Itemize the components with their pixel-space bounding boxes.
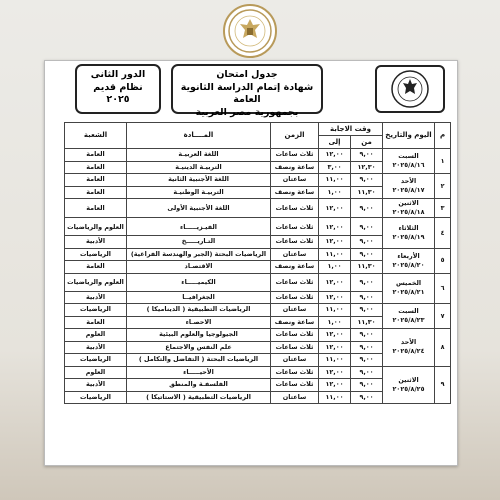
table-body xyxy=(65,149,451,404)
exam-date: ٢٠٢٥/٨/١٩ xyxy=(392,232,425,241)
day-name: الاثنين xyxy=(398,375,419,384)
table-row xyxy=(65,248,451,261)
to-time-cell: ١٢,٠٠ xyxy=(319,149,351,162)
from-time-cell: ٩,٠٠ xyxy=(351,329,383,342)
duration-cell: ساعتان xyxy=(271,391,319,404)
subject-cell: التـاريـــــخ xyxy=(127,236,271,249)
subject-cell: الكيميـــــاء xyxy=(127,273,271,291)
from-time-cell: ٩,٠٠ xyxy=(351,341,383,354)
subject-cell: اللغة الأجنبية الأولى xyxy=(127,199,271,218)
day-date-cell xyxy=(383,366,435,404)
duration-cell: ثلاث ساعات xyxy=(271,329,319,342)
exam-schedule-table xyxy=(64,122,451,404)
subject-cell: الرياضيات البحتة (الجبر والهندسة الفراغية) xyxy=(127,248,271,261)
duration-cell: ساعة ونصف xyxy=(271,261,319,274)
to-time-cell: ١١,٠٠ xyxy=(319,248,351,261)
day-date-cell xyxy=(383,199,435,218)
from-time-cell: ٩,٠٠ xyxy=(351,354,383,367)
eagle-emblem-icon xyxy=(227,8,273,54)
col-duration-header: الزمن xyxy=(271,123,319,149)
day-name: الأربعاء xyxy=(397,251,420,260)
branch-cell: العامة xyxy=(65,174,127,187)
subject-cell: الرياضيات التطبيقية ( الاستاتيكا ) xyxy=(127,391,271,404)
to-time-cell: ٣,٠٠ xyxy=(319,161,351,174)
ministry-seal-icon xyxy=(379,69,441,109)
table-row xyxy=(65,199,451,218)
title-line-1: جدول امتحان xyxy=(216,69,278,80)
exam-date: ٢٠٢٥/٨/١٨ xyxy=(392,208,425,216)
to-time-cell: ١٢,٠٠ xyxy=(319,379,351,392)
branch-cell: العامة xyxy=(65,161,127,174)
from-time-cell: ١١,٣٠ xyxy=(351,186,383,199)
day-date-cell xyxy=(383,329,435,367)
exam-date: ٢٠٢٥/٨/٢٠ xyxy=(392,260,425,269)
branch-cell: الرياضيات xyxy=(65,391,127,404)
row-number-cell: ٩ xyxy=(435,366,451,404)
row-number-cell: ٦ xyxy=(435,273,451,304)
duration-cell: ثلاث ساعات xyxy=(271,273,319,291)
duration-cell: ثلاث ساعات xyxy=(271,341,319,354)
ministry-logo-top xyxy=(223,4,277,58)
day-name: الخميس xyxy=(395,279,422,288)
row-number-cell: ٧ xyxy=(435,304,451,329)
branch-cell: العلوم والرياضيات xyxy=(65,273,127,291)
day-date-cell xyxy=(383,304,435,329)
ministry-seal xyxy=(375,65,445,113)
duration-cell: ساعة ونصف xyxy=(271,316,319,329)
row-number-cell: ١ xyxy=(435,149,451,174)
table-row xyxy=(65,366,451,379)
from-time-cell: ١١,٣٠ xyxy=(351,316,383,329)
subject-cell: اللغة الأجنبية الثانية xyxy=(127,174,271,187)
to-time-cell: ١١,٠٠ xyxy=(319,304,351,317)
row-number-cell: ٥ xyxy=(435,248,451,273)
duration-cell: ساعتان xyxy=(271,304,319,317)
to-time-cell: ١,٠٠ xyxy=(319,261,351,274)
table-row xyxy=(65,174,451,187)
branch-cell: الرياضيات xyxy=(65,354,127,367)
from-time-cell: ٩,٠٠ xyxy=(351,291,383,304)
from-time-cell: ٩,٠٠ xyxy=(351,366,383,379)
to-time-cell: ١٢,٠٠ xyxy=(319,273,351,291)
from-time-cell: ٩,٠٠ xyxy=(351,391,383,404)
table-row xyxy=(65,149,451,162)
duration-cell: ثلاث ساعات xyxy=(271,236,319,249)
round-line-3: ٢٠٢٥ xyxy=(106,94,130,105)
subject-cell: الاحصـاء xyxy=(127,316,271,329)
document-header xyxy=(45,61,457,116)
to-time-cell: ١١,٠٠ xyxy=(319,391,351,404)
subject-cell: التربيـة الدينيـة xyxy=(127,161,271,174)
day-name: الأحد xyxy=(400,177,417,185)
col-subject-header: المــــادة xyxy=(127,123,271,149)
to-time-cell: ١٢,٠٠ xyxy=(319,199,351,218)
subject-cell: الرياضيات التطبيقية ( الديناميكا ) xyxy=(127,304,271,317)
col-branch-header: الشعبة xyxy=(65,123,127,149)
subject-cell: اللغة العربيـة xyxy=(127,149,271,162)
branch-cell: العامة xyxy=(65,149,127,162)
col-time-header: وقت الاجابة xyxy=(319,123,383,136)
to-time-cell: ١,٠٠ xyxy=(319,316,351,329)
from-time-cell: ٩,٠٠ xyxy=(351,236,383,249)
duration-cell: ساعتان xyxy=(271,248,319,261)
subject-cell: الرياضيات البحتة ( التفاضل والتكامل ) xyxy=(127,354,271,367)
to-time-cell: ١٢,٠٠ xyxy=(319,291,351,304)
duration-cell: ساعة ونصف xyxy=(271,186,319,199)
day-date-cell xyxy=(383,218,435,249)
table-row xyxy=(65,304,451,317)
branch-cell: العامة xyxy=(65,261,127,274)
duration-cell: ثلاث ساعات xyxy=(271,291,319,304)
from-time-cell: ٩,٠٠ xyxy=(351,199,383,218)
subject-cell: التربيـة الوطنيـة xyxy=(127,186,271,199)
duration-cell: ساعة ونصف xyxy=(271,161,319,174)
day-date-cell xyxy=(383,273,435,304)
from-time-cell: ١٢,٣٠ xyxy=(351,161,383,174)
title-line-2: شهادة إتمام الدراسة الثانوية العامة xyxy=(180,81,314,105)
day-name: السبت xyxy=(398,307,419,315)
table-row xyxy=(65,329,451,342)
row-number-cell: ٨ xyxy=(435,329,451,367)
from-time-cell: ٩,٠٠ xyxy=(351,174,383,187)
col-to-header: إلى xyxy=(319,136,351,149)
table-header-row xyxy=(65,123,451,136)
exam-date: ٢٠٢٥/٨/٢٥ xyxy=(392,384,425,393)
branch-cell: العلوم والرياضيات xyxy=(65,218,127,236)
exam-date: ٢٠٢٥/٨/١٧ xyxy=(392,186,425,194)
to-time-cell: ١٢,٠٠ xyxy=(319,236,351,249)
from-time-cell: ٩,٠٠ xyxy=(351,218,383,236)
subject-cell: الجيولوجيا والعلوم البيئية xyxy=(127,329,271,342)
duration-cell: ثلاث ساعات xyxy=(271,379,319,392)
to-time-cell: ١١,٠٠ xyxy=(319,354,351,367)
duration-cell: ساعتان xyxy=(271,174,319,187)
subject-cell: علم النفس والاجتماع xyxy=(127,341,271,354)
day-date-cell xyxy=(383,174,435,199)
day-name: الثلاثاء xyxy=(398,223,419,232)
from-time-cell: ٩,٠٠ xyxy=(351,304,383,317)
branch-cell: العامة xyxy=(65,186,127,199)
from-time-cell: ١١,٣٠ xyxy=(351,261,383,274)
branch-cell: العامة xyxy=(65,316,127,329)
title-line-3: بجمهورية مصر العربية xyxy=(195,106,299,118)
subject-cell: الفلسفـة والمنطق xyxy=(127,379,271,392)
subject-cell: الجغرافيــا xyxy=(127,291,271,304)
branch-cell: العلوم xyxy=(65,329,127,342)
branch-cell: العلوم xyxy=(65,366,127,379)
branch-cell: الأدبية xyxy=(65,379,127,392)
duration-cell: ثلاث ساعات xyxy=(271,366,319,379)
round-line-2: نظام قديم xyxy=(93,81,143,93)
branch-cell: الأدبية xyxy=(65,341,127,354)
day-date-cell xyxy=(383,248,435,273)
table-row xyxy=(65,273,451,291)
to-time-cell: ١١,٠٠ xyxy=(319,174,351,187)
day-name: الاثنين xyxy=(398,199,419,207)
subject-cell: الفيـزيـــــاء xyxy=(127,218,271,236)
row-number-cell: ٣ xyxy=(435,199,451,218)
day-name: الأحد xyxy=(400,338,417,347)
exam-date: ٢٠٢٥/٨/٢١ xyxy=(392,288,425,297)
from-time-cell: ٩,٠٠ xyxy=(351,379,383,392)
col-from-header: من xyxy=(351,136,383,149)
duration-cell: ثلاث ساعات xyxy=(271,149,319,162)
branch-cell: العامة xyxy=(65,199,127,218)
from-time-cell: ٩,٠٠ xyxy=(351,248,383,261)
day-name: السبت xyxy=(398,152,419,160)
subject-cell: الأحيـــــاء xyxy=(127,366,271,379)
round-line-1: الدور الثانى xyxy=(90,69,146,80)
duration-cell: ساعتان xyxy=(271,354,319,367)
exam-title-box xyxy=(171,64,323,118)
subject-cell: الاقتصـاد xyxy=(127,261,271,274)
to-time-cell: ١,٠٠ xyxy=(319,186,351,199)
from-time-cell: ٩,٠٠ xyxy=(351,273,383,291)
branch-cell: الأدبية xyxy=(65,291,127,304)
branch-cell: الأدبية xyxy=(65,236,127,249)
to-time-cell: ١٢,٠٠ xyxy=(319,341,351,354)
exam-date: ٢٠٢٥/٨/٢٣ xyxy=(392,316,425,324)
exam-date: ٢٠٢٥/٨/٢٤ xyxy=(392,347,425,356)
col-day-header: اليوم والتاريخ xyxy=(383,123,435,149)
row-number-cell: ٢ xyxy=(435,174,451,199)
to-time-cell: ١٢,٠٠ xyxy=(319,329,351,342)
duration-cell: ثلاث ساعات xyxy=(271,218,319,236)
branch-cell: الرياضيات xyxy=(65,248,127,261)
to-time-cell: ١٢,٠٠ xyxy=(319,366,351,379)
day-date-cell xyxy=(383,149,435,174)
exam-date: ٢٠٢٥/٨/١٦ xyxy=(392,161,425,169)
duration-cell: ثلاث ساعات xyxy=(271,199,319,218)
to-time-cell: ١٢,٠٠ xyxy=(319,218,351,236)
schedule-document xyxy=(44,60,458,466)
table-row xyxy=(65,218,451,236)
round-info-box xyxy=(75,64,161,114)
from-time-cell: ٩,٠٠ xyxy=(351,149,383,162)
col-num-header: م xyxy=(435,123,451,149)
branch-cell: الرياضيات xyxy=(65,304,127,317)
row-number-cell: ٤ xyxy=(435,218,451,249)
